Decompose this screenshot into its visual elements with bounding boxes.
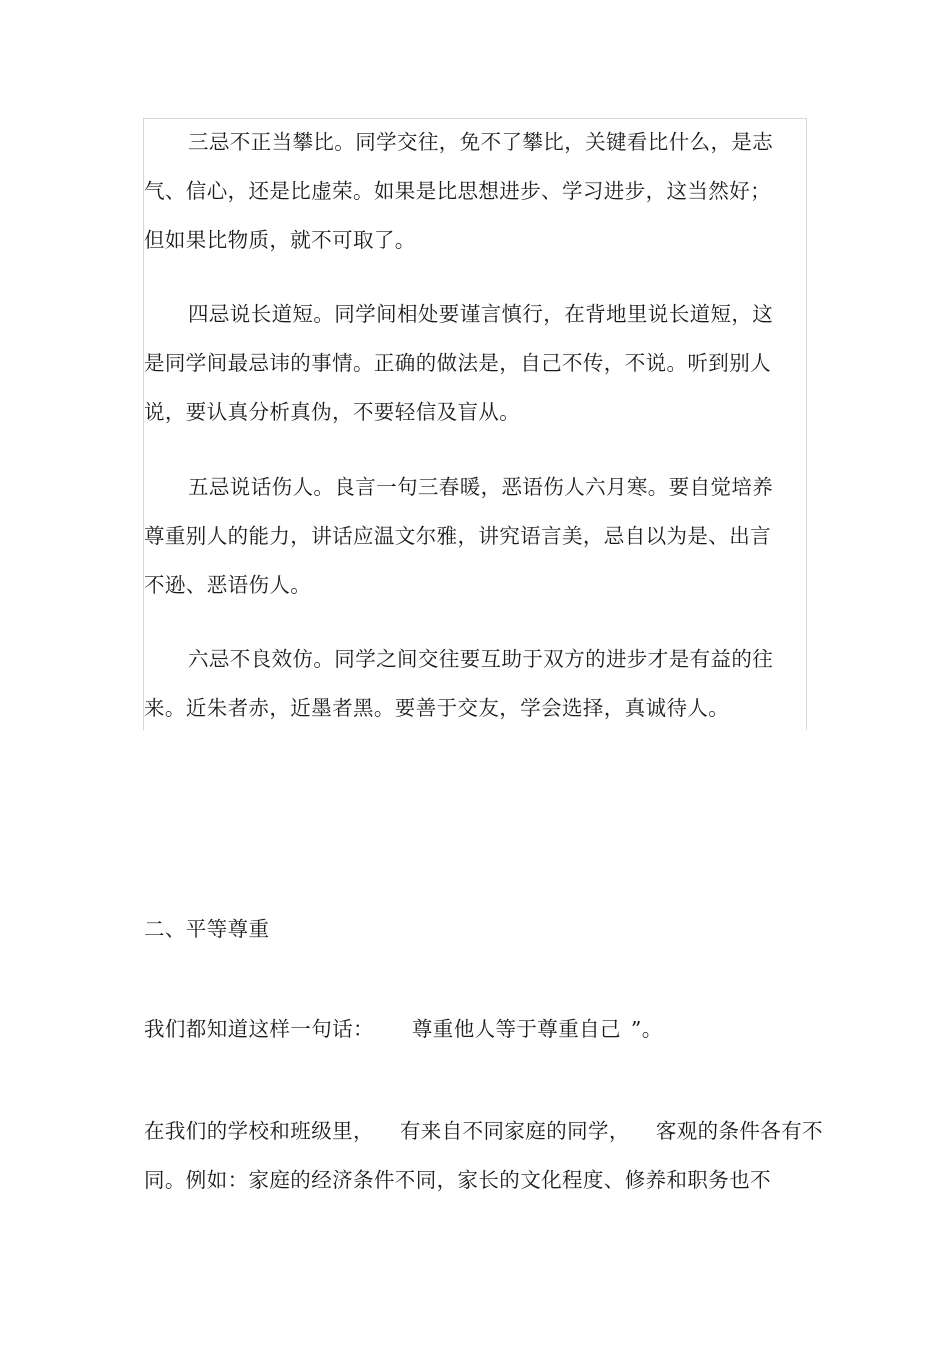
paragraph-segment: 在我们的学校和班级里， xyxy=(144,1119,374,1143)
paragraph-six-taboo xyxy=(144,635,804,733)
paragraph-line: 是同学间最忌讳的事情。正确的做法是，自己不传，不说。听到别人 xyxy=(144,351,771,375)
section-heading: 二、平等尊重 xyxy=(144,917,270,941)
paragraph-segment: 有来自不同家庭的同学， xyxy=(399,1119,630,1143)
paragraph-equality xyxy=(144,1107,824,1205)
paragraph-line: 同。例如：家庭的经济条件不同，家长的文化程度、修养和职务也不 xyxy=(144,1168,771,1192)
paragraph-line: 六忌不良效仿。同学之间交往要互助于双方的进步才是有益的往 xyxy=(188,647,774,671)
paragraph-line: 气、信心，还是比虚荣。如果是比思想进步、学习进步，这当然好； xyxy=(144,179,771,203)
paragraph-line: 尊重别人的能力，讲话应温文尔雅，讲究语言美，忌自以为是、出言 xyxy=(144,524,771,548)
paragraph-line: 说，要认真分析真伪，不要轻信及盲从。 xyxy=(144,400,521,424)
paragraph-line: 五忌说话伤人。良言一句三春暖，恶语伤人六月寒。要自觉培养 xyxy=(188,475,774,499)
paragraph-line: 来。近朱者赤，近墨者黑。要善于交友，学会选择，真诚待人。 xyxy=(144,696,730,720)
quote-lead: 我们都知道这样一句话： xyxy=(144,1017,374,1041)
paragraph-segment: 客观的条件各有不 xyxy=(655,1119,824,1143)
paragraph-five-taboo xyxy=(144,463,804,610)
paragraph-line: 三忌不正当攀比。同学交往，免不了攀比，关键看比什么，是志 xyxy=(188,130,774,154)
quote-text: 尊重他人等于尊重自己 xyxy=(411,1017,621,1041)
paragraph-three-taboo xyxy=(144,118,804,265)
paragraph-line: 但如果比物质，就不可取了。 xyxy=(144,228,416,252)
paragraph-four-taboo xyxy=(144,290,804,437)
paragraph-line: 四忌说长道短。同学间相处要谨言慎行，在背地里说长道短，这 xyxy=(188,302,774,326)
paragraph-line: 不逊、恶语伤人。 xyxy=(144,573,312,597)
quote-close: ”。 xyxy=(630,1017,663,1041)
quote-sentence xyxy=(144,1009,663,1049)
paragraph-line xyxy=(144,1107,824,1156)
